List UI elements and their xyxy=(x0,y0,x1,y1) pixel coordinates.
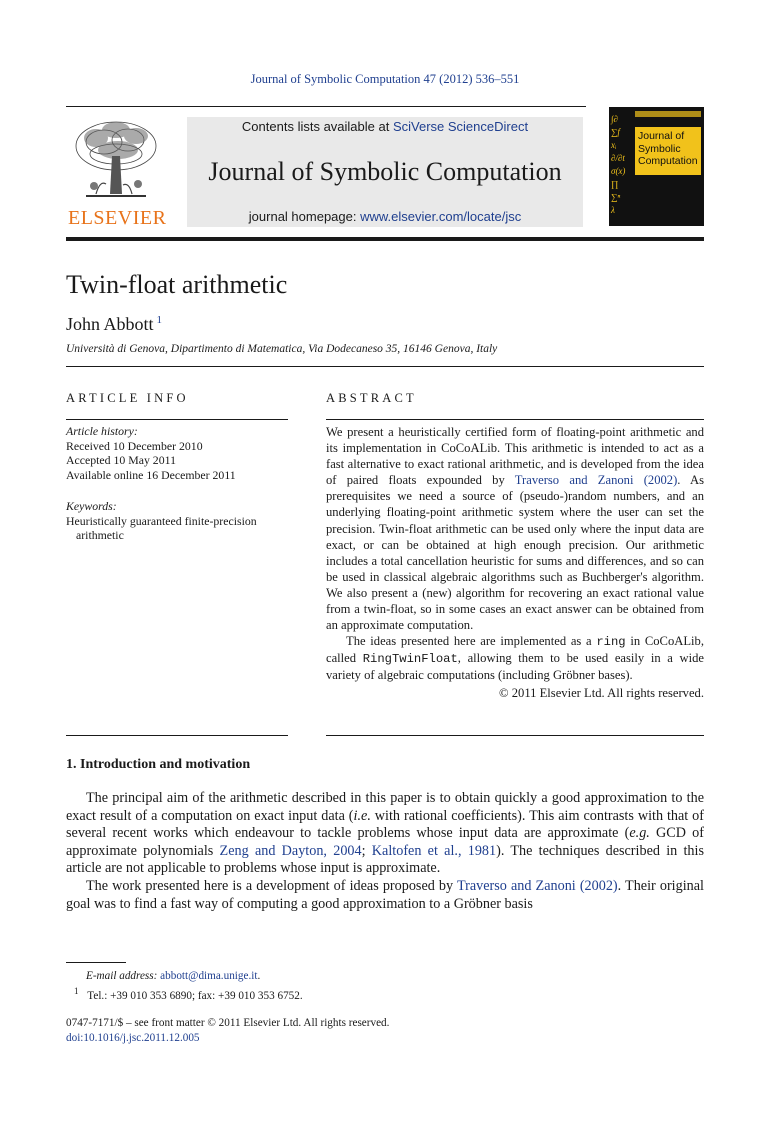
keywords-label: Keywords: xyxy=(66,499,117,513)
section-1-body xyxy=(66,790,704,913)
abstract-p1-text-a: We present a heuristically certified form of floating-point arithmetic and its implementation in CoCoALib. This arithmetic is intended to act as a fast alternative to exact rational arithmetic, and is developed from the idea of paired floats expounded by xyxy=(326,425,704,488)
contents-prefix: Contents lists available at xyxy=(241,119,393,134)
homepage-link[interactable]: www.elsevier.com/locate/jsc xyxy=(360,209,522,224)
ref-zeng-dayton[interactable]: Zeng and Dayton, 2004 xyxy=(219,842,362,859)
history-received: Received 10 December 2010 xyxy=(66,438,203,453)
elsevier-tree-icon xyxy=(66,116,166,206)
email-label: E-mail address: xyxy=(86,970,158,982)
abstract-paragraph-2 xyxy=(326,633,704,683)
elsevier-wordmark: ELSEVIER xyxy=(68,207,167,229)
ref-traverso-zanoni-2[interactable]: Traverso and Zanoni (2002) xyxy=(456,877,618,894)
s1p2-b: . Their original goal was to find a fast way of computing a good approximation to a Gröbner basis xyxy=(66,877,704,912)
s1p1-ie: i.e. xyxy=(353,807,371,824)
s1p1-sep: ; xyxy=(361,842,372,859)
keywords xyxy=(66,499,288,543)
abstract-p2-text-a: The ideas presented here are implemented as a xyxy=(346,634,597,649)
footnote-1-mark: 1 xyxy=(74,986,79,996)
author-footnote-mark[interactable]: 1 xyxy=(156,314,163,326)
footnote-1 xyxy=(74,986,303,1002)
email-footnote xyxy=(86,970,260,982)
history-accepted: Accepted 10 May 2011 xyxy=(66,453,176,468)
s1p1-b: with rational coefficients). This aim contrasts with that of several recent works which endeavour to tackle problems whose input data are approximate ( xyxy=(66,807,705,842)
article-info-heading: ARTICLE INFO xyxy=(66,391,189,405)
abstract-bottom-rule xyxy=(326,735,704,736)
author-line xyxy=(66,314,162,335)
article-info-bottom-rule xyxy=(66,735,288,736)
section-1-heading: 1. Introduction and motivation xyxy=(66,757,251,772)
section-1-paragraph-2 xyxy=(66,878,704,913)
keyword-line-2: arithmetic xyxy=(76,528,124,543)
abstract-body xyxy=(326,424,704,701)
abstract-copyright: © 2011 Elsevier Ltd. All rights reserved. xyxy=(499,685,704,700)
running-header[interactable] xyxy=(0,72,770,87)
author-name: John Abbott xyxy=(66,314,154,334)
abstract-heading: ABSTRACT xyxy=(326,391,417,405)
elsevier-logo xyxy=(66,116,166,228)
ref-kaltofen[interactable]: Kaltofen et al., 1981 xyxy=(371,842,497,859)
article-history xyxy=(66,424,288,482)
history-label: Article history: xyxy=(66,424,138,438)
s1p1-eg: e.g. xyxy=(629,825,650,842)
abstract-p2-text-b: in CoCoALib, called xyxy=(326,634,704,666)
homepage-line xyxy=(187,209,583,224)
abstract-paragraph-1 xyxy=(326,424,704,633)
title-bottom-rule xyxy=(66,366,704,367)
affiliation: Università di Genova, Dipartimento di Matematica, Via Dodecaneso 35, 16146 Genova, Italy xyxy=(66,343,498,355)
doi-link[interactable]: doi:10.1016/j.jsc.2011.12.005 xyxy=(66,1032,200,1044)
s1p1-d: ). The techniques described in this article are not applicable to problems whose input is approximate. xyxy=(66,842,704,877)
sciencedirect-link[interactable]: SciVerse ScienceDirect xyxy=(392,119,529,134)
cover-title-panel xyxy=(635,127,701,175)
keyword-line-1: Heuristically guaranteed finite-precision xyxy=(66,513,257,528)
code-ringtwinfloat: RingTwinFloat xyxy=(362,652,458,667)
article-title: Twin-float arithmetic xyxy=(66,270,288,299)
journal-cover xyxy=(609,107,704,226)
s1p1-c: GCD of approximate polynomials xyxy=(66,825,704,859)
header-top-rule xyxy=(66,106,586,107)
journal-title: Journal of Symbolic Computation xyxy=(208,157,562,186)
s1p1-a: The principal aim of the arithmetic described in this paper is to obtain quickly a good approximation to the exact result of a computation on exact input data ( xyxy=(66,790,704,824)
masthead-thick-rule xyxy=(66,237,704,241)
cover-title-3: Computation xyxy=(638,155,698,167)
section-1-paragraph-1 xyxy=(66,790,704,878)
cover-title-1: Journal of xyxy=(638,130,685,142)
homepage-prefix: journal homepage: xyxy=(248,209,361,224)
journal-citation-link[interactable]: Journal of Symbolic Computation 47 (2012) 536–551 xyxy=(250,72,520,86)
footnote-1-text: Tel.: +39 010 353 6890; fax: +39 010 353 6752. xyxy=(87,989,303,1002)
abstract-rule xyxy=(326,419,704,420)
cover-title-2: Symbolic xyxy=(638,142,681,155)
abstract-p2-text-c: , allowing them to be used easily in a wide variety of algebraic computations (including Gröbner bases). xyxy=(326,651,705,683)
issn-line: 0747-7171/$ – see front matter © 2011 Elsevier Ltd. All rights reserved. xyxy=(66,1017,390,1029)
article-info-rule xyxy=(66,419,288,420)
code-ring: ring xyxy=(596,635,626,650)
s1p2-a: The work presented here is a development of ideas proposed by xyxy=(86,877,457,894)
footnote-rule xyxy=(66,962,126,963)
cover-formula-strip: ∫∂ ∑f xᵢ ∂/∂t σ(x) ∏ ∑ⁿ λ xyxy=(611,114,626,215)
ref-traverso-zanoni[interactable]: Traverso and Zanoni (2002) xyxy=(514,473,678,488)
abstract-p1-text-b: . As prerequisites we need a source of (pseudo-)random numbers, and an underlying floating-point arithmetic system where the user can set the precision. Twin-float arithmetic can be used only where the input data are exact, or can be obtained at high enough precision. Our arithmetic includes a total cancellation heuristic for sums and differences, and so can be used in classical algebraic algorithms such as Buchberger's algorithm. We also present a (new) algorithm for recovering an exact rational value from a twin-float, so in some cases an exact answer can be obtained from an approximate computation. xyxy=(326,473,704,633)
cover-stripe xyxy=(635,111,701,117)
contents-line xyxy=(187,119,583,134)
email-link[interactable]: abbott@dima.unige.it xyxy=(160,970,258,982)
history-online: Available online 16 December 2011 xyxy=(66,467,236,482)
email-end: . xyxy=(257,970,261,982)
masthead-box xyxy=(187,117,583,227)
